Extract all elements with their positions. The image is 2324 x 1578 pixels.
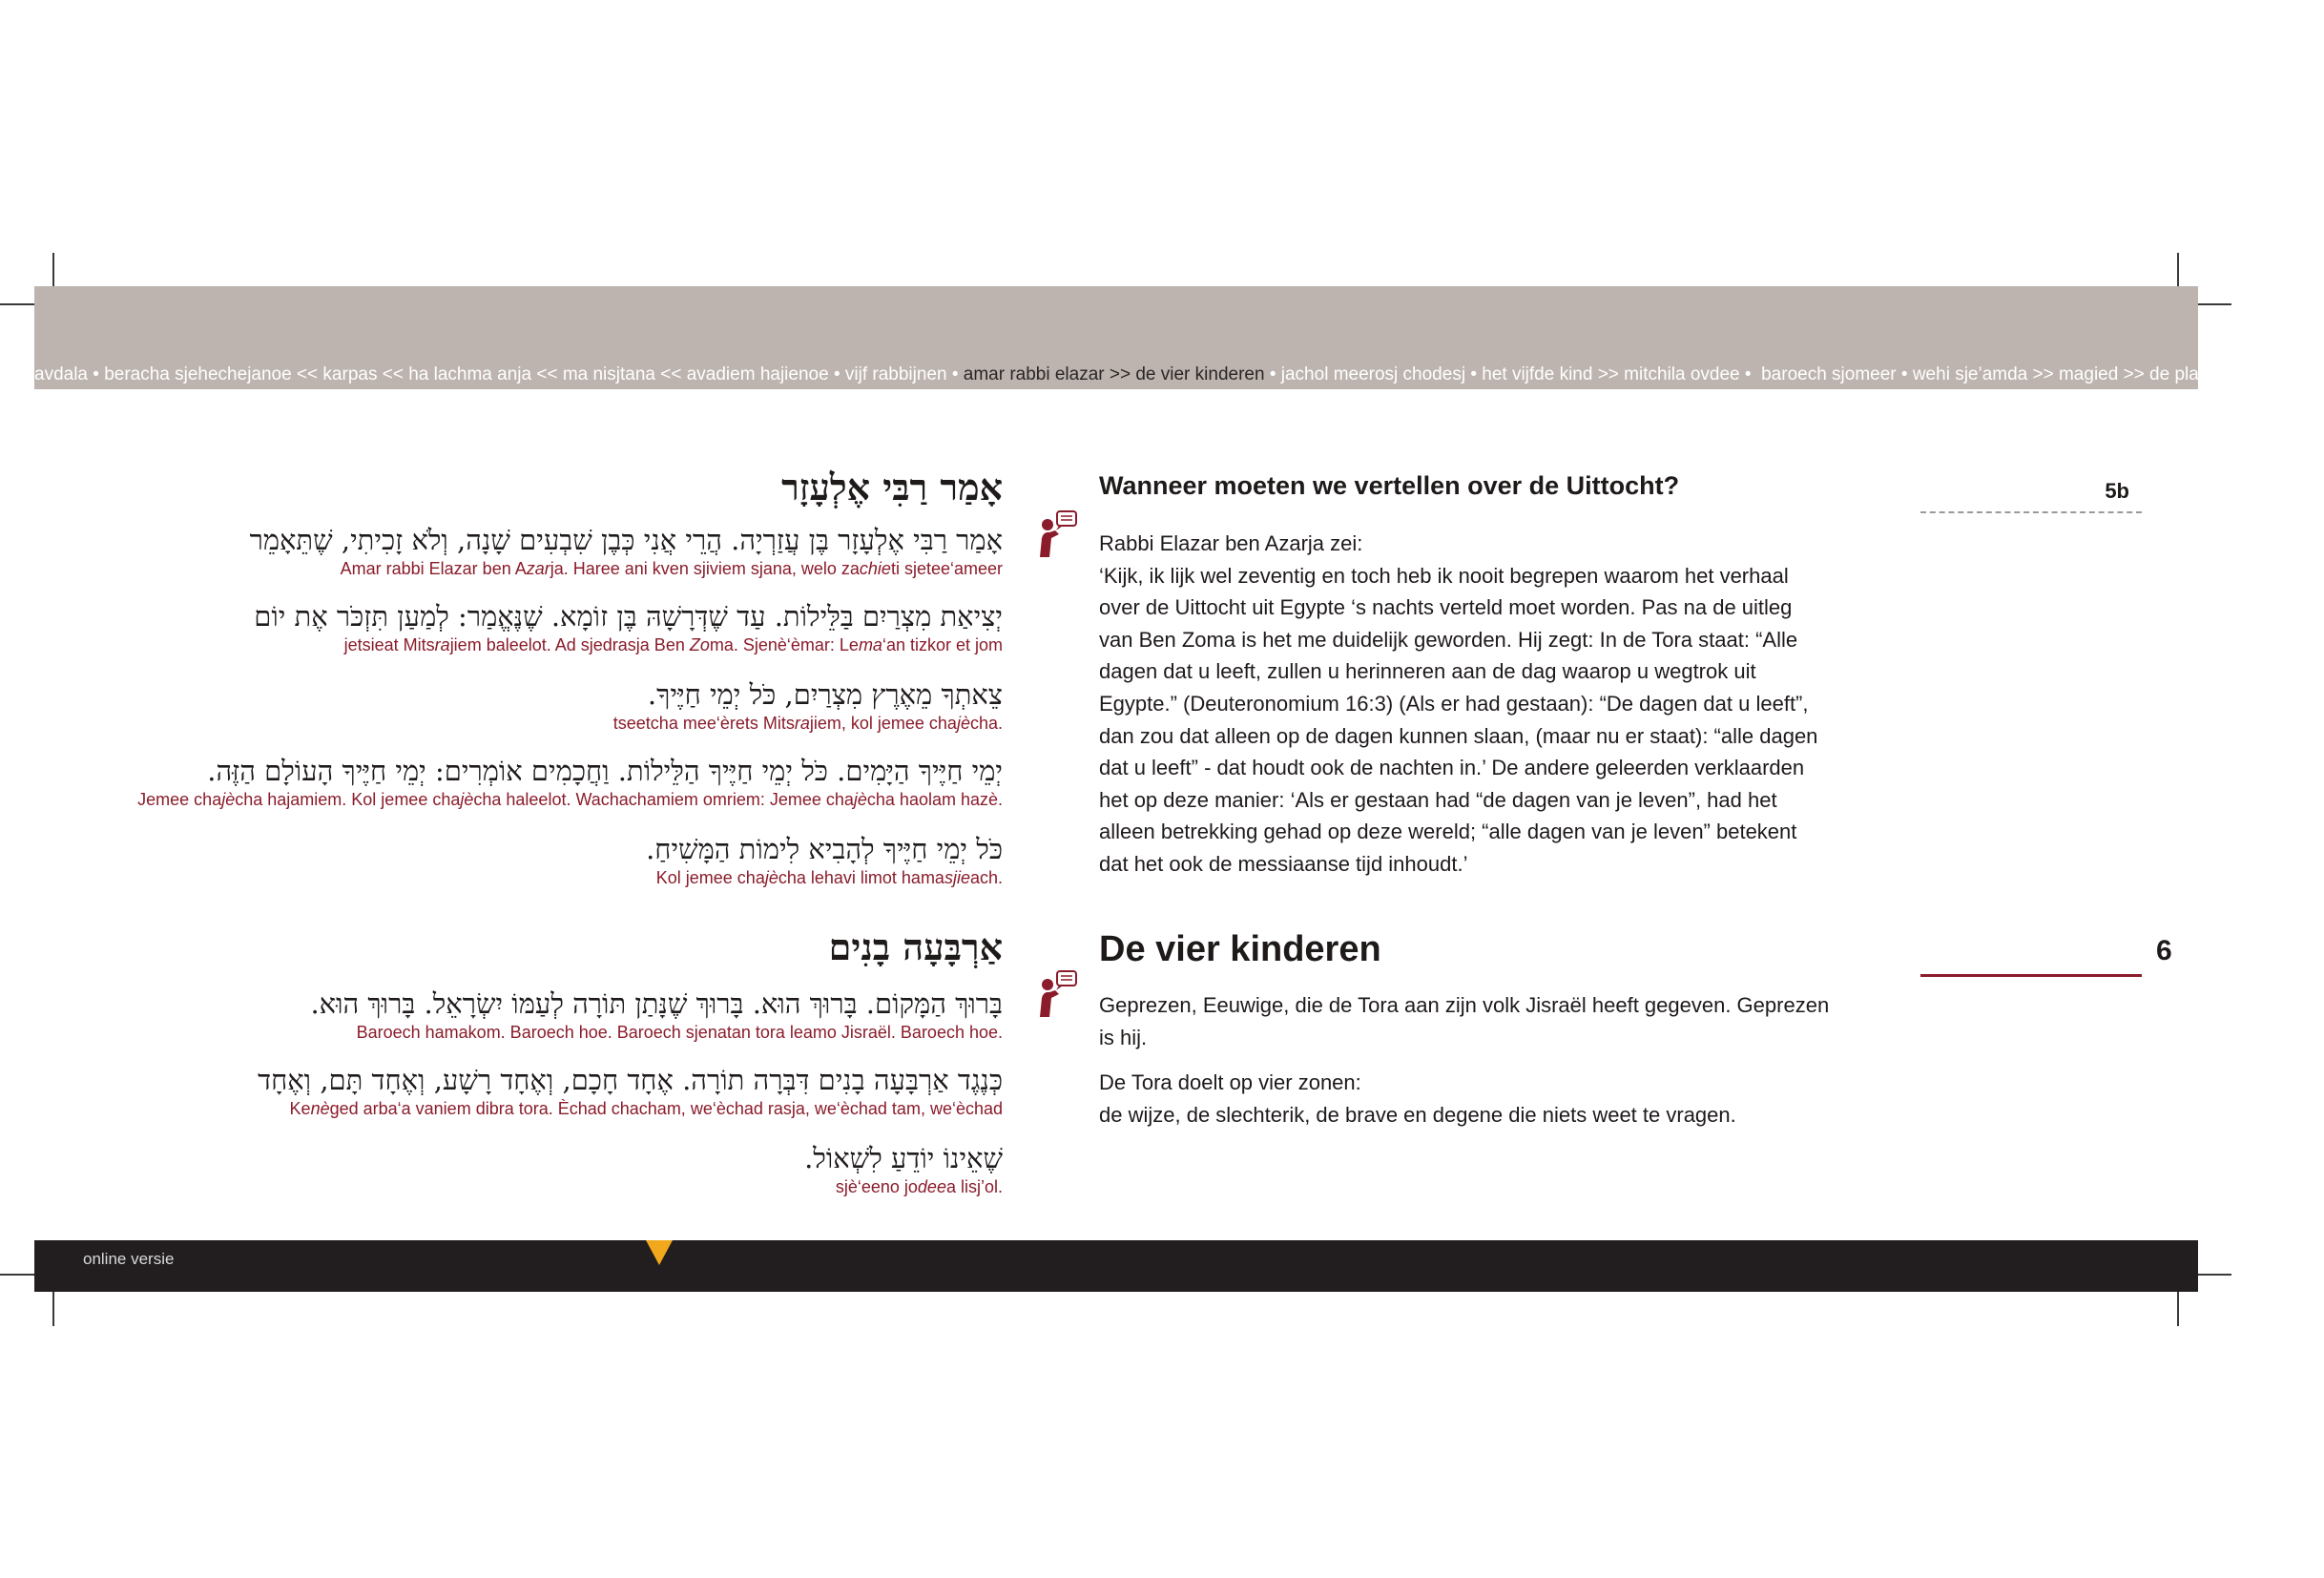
transliteration-line: Amar rabbi Elazar ben Azarja. Haree ani kven sjiviem sjana, welo zachieti sjetee‘ameer [340,559,1003,578]
hebrew-verse [613,677,1003,735]
paragraph-line: dagen dat u leeft, zullen u herinneren aan de dag waarop u wegtrok uit [1099,659,1756,684]
paragraph-line: is hij. [1099,1025,1148,1049]
crop-mark [2177,253,2179,289]
breadcrumb-before: avdala • beracha sjehechejanoe << karpas << ha lachma anja << ma nisjtana << avadiem hajienoe • vijf rabbijnen • [34,364,964,384]
paragraph-line: dat het ook de messiaanse tijd inhoudt.’ [1099,851,1468,876]
breadcrumb [34,363,2324,386]
hebrew-line: בָּרוּךְ הַמָּקוֹם. בָּרוּךְ הוּא. בָּרוּךְ שֶׁנָּתַן תּוֹרָה לְעַמּוֹ יִשְׂרָאֵל. בָּרוּךְ הוּא. [310,987,1003,1020]
paragraph-line: De Tora doelt op vier zonen: [1099,1070,1361,1094]
triangle-marker-icon [646,1240,673,1265]
hebrew-line: יְמֵי חַיֶּיךָ הַיָּמִים. כֹּל יְמֵי חַיֶּיךָ הַלֵּילוֹת. וַחֲכָמִים אוֹמְרִים: יְמֵי חַיֶּיךָ הָעוֹלָם הַזֶּה. [207,755,1003,787]
footer-label: online versie [83,1250,175,1268]
breadcrumb-after: • jachol meerosj chodesj • het vijfde kind >> mitchila ovdee • baroech sjomeer • wehi sje’amda >> magied >> de plagen • rabbi jose [1264,364,2324,384]
paragraph-line: de wijze, de slechterik, de brave en degene die niets weet te vragen. [1099,1102,1736,1127]
vier-kinderen-paragraph-2 [1099,1067,1843,1131]
paragraph-line: over de Uittocht uit Egypte ‘s nachts verteld moet worden. Pas na de uitleg [1099,595,1793,620]
page-number-5b: 5b [2105,479,2129,503]
hebrew-line: כְּנֶגֶד אַרְבָּעָה בָנִים דִּבְּרָה תוֹרָה. אֶחָד חָכָם, וְאֶחָד רָשָׁע, וְאֶחָד תָּם, וְאֶחָד [258,1064,1003,1096]
hebrew-verse [137,754,1003,811]
crop-mark [0,1274,36,1276]
divider-solid [1920,974,2142,977]
crop-mark [52,253,54,289]
transliteration-line: Jemee chajècha hajamiem. Kol jemee chajècha haleelot. Wachachamiem omriem: Jemee chajècha haolam hazè. [137,790,1003,809]
uittocht-paragraph [1099,528,1843,881]
section-heading-uittocht: Wanneer moeten we vertellen over de Uittocht? [1099,471,1680,500]
paragraph-line: van Ben Zoma is het me duidelijk geworden. Hij zegt: In de Tora staat: “Alle [1099,627,1798,652]
paragraph-line: dan zou dat alleen op de dagen kunnen slaan, (maar nu er staat): “alle dagen [1099,723,1818,748]
transliteration-line: Kenèged arba‘a vaniem dibra tora. Èchad chacham, we‘èchad rasja, we‘èchad tam, we‘èchad [289,1099,1003,1118]
transliteration-line: Baroech hamakom. Baroech hoe. Baroech sjenatan tora leamo Jisraël. Baroech hoe. [356,1023,1003,1042]
crop-mark [2195,1274,2231,1276]
reader-speech-icon [1030,969,1080,1019]
paragraph-line: het op deze manier: ‘Als er gestaan had “de dagen van je leven”, had het [1099,787,1777,812]
hebrew-title-arba-banim: אַרְבָּעָה בָנִים [828,925,1003,968]
paragraph-line: Rabbi Elazar ben Azarja zei: [1099,531,1363,555]
page-number-6: 6 [2156,935,2172,966]
paragraph-line: ‘Kijk, ik lijk wel zeventig en toch heb ik nooit begrepen waarom het verhaal [1099,563,1789,588]
breadcrumb-current: amar rabbi elazar >> de vier kinderen [963,364,1265,384]
footer-bar [34,1240,2198,1292]
section-heading-vier-kinderen: De vier kinderen [1099,929,1381,969]
transliteration-line: Kol jemee chajècha lehavi limot hamasjieach. [655,868,1003,887]
hebrew-line: צֵאתְךָ מֵאֶרֶץ מִצְרַיִם, כֹּל יְמֵי חַיֶּיךָ. [647,678,1003,711]
crop-mark [0,303,36,305]
hebrew-line: שֶׁאֵינוֹ יוֹדֵעַ לִשְׁאוֹל. [804,1142,1003,1174]
hebrew-line: כֹּל יְמֵי חַיֶּיךָ לְהָבִיא לִימוֹת הַמָּשִׁיחַ. [646,833,1003,865]
hebrew-verse [258,1063,1003,1120]
divider-dashed [1920,511,2142,513]
transliteration-line: jetsieat Mitsrajiem baleelot. Ad sjedrasja Ben Zoma. Sjenè‘èmar: Lema‘an tizkor et jom [343,635,1003,654]
paragraph-line: Geprezen, Eeuwige, die de Tora aan zijn volk Jisraël heeft gegeven. Geprezen [1099,993,1830,1017]
hebrew-verse [310,986,1003,1044]
crop-mark [2177,1290,2179,1326]
crop-mark [2195,303,2231,305]
hebrew-verse [804,1141,1003,1198]
hebrew-verse [646,832,1003,889]
hebrew-line: יְצִיאַת מִצְרַיִם בַּלֵּילוֹת. עַד שֶׁדְּרָשָׁהּ בֶּן זוֹמָא. שֶׁנֶּאֱמַר: לְמַעַן תִּזְכֹּר אֶת יוֹם [254,600,1003,633]
reader-speech-icon [1030,509,1080,559]
hebrew-line: אָמַר רַבִּי אֶלְעָזָר בֶּן עֲזַרְיָה. הֲרֵי אֲנִי כְּבֶן שִׁבְעִים שָׁנָה, וְלֹא זָכִיתִי, שֶׁתֵּאָמֵר [249,524,1003,556]
hebrew-verse [254,599,1003,656]
paragraph-line: alleen betrekking gehad op deze wereld; “alle dagen van je leven” betekent [1099,820,1797,844]
crop-mark [52,1290,54,1326]
transliteration-line: tseetcha mee‘èrets Mitsrajiem, kol jemee chajècha. [612,714,1003,733]
paragraph-line: Egypte.” (Deuteronomium 16:3) (Als er had gestaan): “De dagen dat u leeft”, [1099,691,1809,716]
paragraph-line: dat u leeft” - dat houdt ook de nachten in.’ De andere geleerden verklaarden [1099,756,1805,780]
vier-kinderen-paragraph-1 [1099,989,1843,1053]
hebrew-verse [250,523,1003,580]
transliteration-line: sjè‘eeno jodeea lisj’ol. [835,1177,1003,1196]
hebrew-title-amar-rabbi-elazar: אָמַר רַבִּי אֶלְעָזָר [781,466,1003,509]
